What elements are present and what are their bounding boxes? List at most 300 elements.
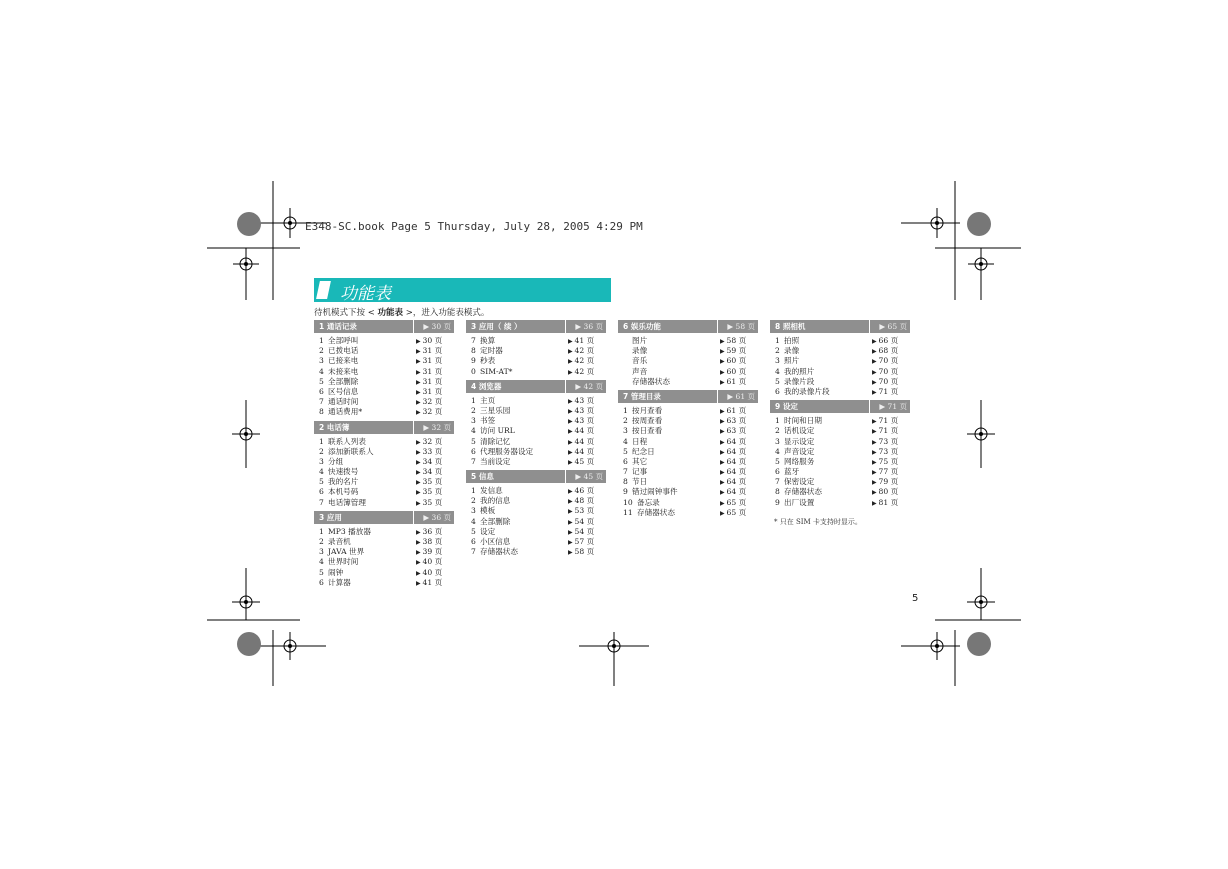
item-label: 蓝牙 (784, 467, 800, 477)
item-page: 44 页 (574, 436, 595, 446)
item-page: 58 页 (726, 336, 747, 345)
item-page-ref (720, 336, 758, 346)
triangle-icon: ▶ (720, 479, 727, 487)
triangle-icon: ▶ (720, 499, 727, 507)
item-number: 5 (319, 567, 324, 577)
item-page-ref (720, 457, 758, 467)
item-page: 71 页 (878, 426, 899, 436)
item-page-ref (872, 346, 910, 356)
item-page-ref (568, 396, 606, 406)
triangle-icon: ▶ (568, 348, 575, 356)
section-title: 9 设定 (775, 402, 798, 412)
item-page-ref (720, 377, 758, 387)
triangle-icon: ▶ (720, 509, 727, 517)
section-title: 8 照相机 (775, 322, 806, 331)
item-number: 6 (471, 537, 476, 546)
menu-item (314, 387, 454, 397)
item-page: 41 页 (574, 336, 595, 345)
item-page-ref (416, 527, 454, 537)
item-number: 4 (319, 366, 324, 376)
item-page-ref (568, 537, 606, 547)
item-page: 59 页 (726, 346, 747, 356)
item-page-ref (568, 447, 606, 457)
menu-item (770, 477, 910, 487)
menu-item (618, 477, 758, 487)
triangle-icon: ▶ (416, 348, 423, 356)
item-label: 秒表 (480, 356, 496, 366)
menu-item (314, 377, 454, 387)
section-page-ref: ▶ 30 页 (413, 320, 454, 333)
item-page-ref (872, 426, 910, 436)
section-header (618, 320, 758, 333)
triangle-icon: ▶ (416, 399, 423, 407)
item-number: 7 (623, 467, 628, 477)
item-number: 5 (471, 436, 476, 446)
triangle-icon: ▶ (568, 407, 575, 415)
menu-item (770, 467, 910, 477)
item-number: 4 (775, 366, 780, 376)
item-label: 保密设定 (784, 477, 815, 487)
triangle-icon: ▶ (568, 338, 575, 345)
menu-item (770, 447, 910, 457)
menu-item (770, 356, 910, 366)
item-label: 分组 (328, 456, 344, 466)
item-label: 图片 (632, 336, 648, 345)
item-label: 日程 (632, 436, 648, 446)
menu-item (466, 457, 606, 467)
item-number: 7 (471, 547, 476, 557)
item-label: 我的录像片段 (784, 386, 830, 396)
section-page-ref: ▶ 61 页 (717, 390, 758, 403)
menu-item (314, 477, 454, 487)
menu-item (618, 416, 758, 426)
item-page-ref (416, 336, 454, 346)
menu-column-2 (466, 320, 606, 560)
item-page-ref (872, 477, 910, 487)
item-page-ref (720, 437, 758, 447)
item-page-ref (568, 406, 606, 416)
item-page-ref (720, 406, 758, 416)
section-items (466, 333, 606, 377)
menu-item (466, 426, 606, 436)
item-page: 40 页 (422, 557, 443, 567)
item-label: 全部呼叫 (328, 336, 359, 345)
section-title: 6 娱乐功能 (623, 322, 661, 331)
item-page-ref (568, 437, 606, 447)
item-label: 我的名片 (328, 477, 359, 487)
triangle-icon: ▶ (720, 418, 727, 426)
section-page-ref: ▶ 45 页 (565, 470, 606, 483)
item-page-ref (568, 517, 606, 527)
item-page: 32 页 (422, 436, 443, 446)
item-number: 6 (775, 467, 780, 477)
menu-item (466, 336, 606, 346)
menu-item (466, 367, 606, 377)
menu-item (314, 356, 454, 366)
item-page-ref (568, 486, 606, 496)
menu-item (618, 377, 758, 387)
menu-section (466, 380, 606, 467)
item-page: 35 页 (422, 487, 443, 497)
menu-section (314, 511, 454, 588)
menu-item (618, 447, 758, 457)
item-label: 备忘录 (637, 497, 660, 507)
menu-item (314, 557, 454, 567)
item-number: 3 (775, 436, 780, 446)
menu-item (314, 467, 454, 477)
item-page-ref (416, 498, 454, 508)
item-label: 录音机 (328, 537, 351, 546)
menu-item (618, 508, 758, 518)
item-page-ref (720, 367, 758, 377)
item-page: 70 页 (878, 366, 899, 376)
section-page-ref: ▶ 32 页 (413, 421, 454, 434)
menu-item (618, 346, 758, 356)
section-items (770, 333, 910, 397)
item-page: 64 页 (726, 446, 747, 456)
item-page-ref (720, 447, 758, 457)
item-label: 节日 (632, 477, 648, 487)
menu-item (466, 496, 606, 506)
item-number: 7 (319, 397, 324, 407)
item-page: 34 页 (422, 467, 443, 477)
triangle-icon: ▶ (416, 358, 423, 366)
section-items (466, 483, 606, 557)
menu-item (618, 467, 758, 477)
section-title: 1 通话记录 (319, 322, 357, 331)
item-page: 71 页 (878, 386, 899, 396)
item-page: 60 页 (726, 356, 747, 366)
triangle-icon: ▶ (872, 448, 879, 456)
menu-item (314, 397, 454, 407)
triangle-icon: ▶ (416, 378, 423, 386)
section-items (618, 333, 758, 387)
item-page-ref (568, 426, 606, 436)
item-number: 8 (623, 477, 628, 487)
item-number (618, 367, 632, 377)
item-number: 8 (471, 346, 476, 356)
item-number: 3 (471, 416, 476, 426)
item-page: 36 页 (422, 526, 443, 536)
section-header (466, 380, 606, 393)
item-label: 存储器状态 (632, 376, 670, 386)
item-page: 34 页 (422, 456, 443, 466)
item-number: 0 (471, 366, 476, 376)
item-number: 6 (775, 386, 780, 396)
item-page: 64 页 (726, 477, 747, 487)
triangle-icon: ▶ (872, 489, 879, 497)
item-number: 11 (623, 507, 633, 517)
section-title: 3 应用（ 续 ） (471, 322, 522, 331)
item-page-ref (416, 467, 454, 477)
item-number: 9 (623, 487, 628, 497)
item-page: 40 页 (422, 567, 443, 577)
item-page: 32 页 (422, 397, 443, 407)
item-number: 7 (471, 336, 476, 345)
item-label: 世界时间 (328, 557, 359, 567)
item-number: 5 (319, 477, 324, 487)
item-label: 我的照片 (784, 366, 815, 376)
section-items (770, 413, 910, 508)
triangle-icon: ▶ (568, 488, 575, 496)
triangle-icon: ▶ (720, 378, 727, 386)
item-page: 38 页 (422, 537, 443, 546)
item-page: 73 页 (878, 446, 899, 456)
item-page: 61 页 (726, 405, 747, 415)
item-label: 当前设定 (480, 456, 511, 466)
item-page-ref (720, 426, 758, 436)
triangle-icon: ▶ (416, 579, 423, 587)
item-page: 39 页 (422, 547, 443, 557)
item-label: 通话时间 (328, 397, 359, 407)
triangle-icon: ▶ (872, 348, 879, 356)
section-title: 4 浏览器 (471, 381, 502, 391)
item-number: 1 (319, 436, 324, 446)
item-number: 10 (623, 497, 633, 507)
item-number: 2 (775, 346, 780, 356)
item-label: 存储器状态 (784, 487, 822, 497)
triangle-icon: ▶ (720, 458, 727, 466)
section-items (314, 524, 454, 588)
item-label: 时间和日期 (784, 416, 822, 426)
item-label: 访问 URL (480, 426, 515, 436)
item-page-ref (872, 377, 910, 387)
menu-item (466, 406, 606, 416)
item-number: 3 (319, 547, 324, 557)
item-number: 5 (775, 456, 780, 466)
item-label: 录像片段 (784, 376, 815, 386)
triangle-icon: ▶ (568, 448, 575, 456)
menu-section (770, 320, 910, 397)
item-page: 73 页 (878, 436, 899, 446)
item-page-ref (416, 377, 454, 387)
item-label: 未接来电 (328, 366, 359, 376)
item-page-ref (872, 457, 910, 467)
item-number: 8 (319, 407, 324, 417)
intro-after: >，进入功能表模式。 (403, 308, 490, 318)
menu-item (770, 426, 910, 436)
menu-item (770, 336, 910, 346)
item-page-ref (416, 447, 454, 457)
triangle-icon: ▶ (416, 549, 423, 557)
item-label: 联系人列表 (328, 436, 366, 446)
item-page-ref (568, 346, 606, 356)
item-number: 4 (471, 426, 476, 436)
item-number (618, 336, 632, 346)
menu-item (770, 487, 910, 497)
item-page: 44 页 (574, 426, 595, 436)
item-label: 定时器 (480, 346, 503, 356)
menu-item (314, 578, 454, 588)
menu-item (770, 437, 910, 447)
item-page: 77 页 (878, 467, 899, 477)
item-page: 31 页 (422, 386, 443, 396)
triangle-icon: ▶ (720, 428, 727, 436)
item-page-ref (416, 346, 454, 356)
triangle-icon: ▶ (568, 518, 575, 526)
menu-item (314, 498, 454, 508)
menu-column-1 (314, 320, 454, 591)
triangle-icon: ▶ (720, 489, 727, 497)
item-page: 54 页 (574, 516, 595, 526)
triangle-icon: ▶ (416, 489, 423, 497)
menu-section (618, 390, 758, 518)
menu-item (618, 356, 758, 366)
triangle-icon: ▶ (872, 388, 879, 396)
menu-section (618, 320, 758, 387)
item-page-ref (720, 416, 758, 426)
triangle-icon: ▶ (720, 368, 727, 376)
item-label: 显示设定 (784, 436, 815, 446)
item-page: 64 页 (726, 436, 747, 446)
item-label: 全部删除 (480, 516, 511, 526)
triangle-icon: ▶ (872, 418, 879, 426)
item-label: 小区信息 (480, 537, 511, 546)
triangle-icon: ▶ (416, 499, 423, 507)
item-label: 本机号码 (328, 487, 359, 497)
item-page-ref (720, 508, 758, 518)
menu-item (618, 367, 758, 377)
item-page-ref (416, 477, 454, 487)
item-label: 模板 (480, 506, 496, 516)
item-label: 记事 (632, 467, 648, 477)
item-label: 网络服务 (784, 456, 815, 466)
item-number: 4 (471, 516, 476, 526)
menu-item (466, 416, 606, 426)
item-label: 代理服务器设定 (480, 446, 534, 456)
menu-item (314, 437, 454, 447)
item-page: 54 页 (574, 526, 595, 536)
item-page: 70 页 (878, 376, 899, 386)
page-number: 5 (912, 593, 919, 604)
menu-item (466, 356, 606, 366)
menu-column-3 (618, 320, 758, 521)
triangle-icon: ▶ (568, 428, 575, 436)
section-header (314, 320, 454, 333)
item-page: 64 页 (726, 487, 747, 497)
item-number: 9 (471, 356, 476, 366)
menu-section (466, 470, 606, 557)
item-label: 三星乐园 (480, 405, 511, 415)
item-page-ref (720, 346, 758, 356)
item-page: 63 页 (726, 426, 747, 436)
item-page-ref (568, 416, 606, 426)
menu-item (466, 396, 606, 406)
triangle-icon: ▶ (872, 479, 879, 487)
menu-item (466, 506, 606, 516)
menu-section (314, 320, 454, 418)
triangle-icon: ▶ (568, 358, 575, 366)
triangle-icon: ▶ (720, 469, 727, 477)
item-page: 35 页 (422, 477, 443, 487)
item-label: 已接来电 (328, 356, 359, 366)
item-label: 按日查看 (632, 426, 663, 436)
item-label: 按周查看 (632, 416, 663, 426)
item-page: 42 页 (574, 356, 595, 366)
item-page: 32 页 (422, 407, 443, 417)
intro-before: 待机模式下按 < (314, 308, 378, 318)
item-page: 48 页 (574, 496, 595, 506)
triangle-icon: ▶ (720, 348, 727, 356)
item-number: 6 (623, 456, 628, 466)
item-number: 2 (319, 537, 324, 546)
menu-item (770, 346, 910, 356)
item-page-ref (568, 496, 606, 506)
item-label: 区号信息 (328, 386, 359, 396)
item-page-ref (416, 387, 454, 397)
item-number: 3 (319, 456, 324, 466)
item-page: 65 页 (726, 497, 747, 507)
section-title: 5 信息 (471, 472, 494, 482)
triangle-icon: ▶ (872, 358, 879, 366)
item-number: 4 (319, 557, 324, 567)
menu-section (466, 320, 606, 377)
item-number: 2 (775, 426, 780, 436)
section-header (314, 511, 454, 524)
triangle-icon: ▶ (568, 458, 575, 466)
item-page-ref (416, 457, 454, 467)
menu-section (314, 421, 454, 508)
item-number: 3 (623, 426, 628, 436)
item-label: 拍照 (784, 336, 800, 345)
item-page: 79 页 (878, 477, 899, 487)
item-page-ref (872, 356, 910, 366)
section-header (314, 421, 454, 434)
menu-item (770, 367, 910, 377)
item-number: 1 (319, 526, 324, 536)
triangle-icon: ▶ (416, 448, 423, 456)
triangle-icon: ▶ (720, 448, 727, 456)
triangle-icon: ▶ (568, 508, 575, 516)
triangle-icon: ▶ (872, 438, 879, 446)
item-label: 声音 (632, 366, 648, 376)
triangle-icon: ▶ (568, 397, 575, 405)
menu-item (770, 498, 910, 508)
item-page: 60 页 (726, 366, 747, 376)
triangle-icon: ▶ (416, 368, 423, 376)
item-label: 电话簿管理 (328, 497, 366, 507)
item-page-ref (568, 506, 606, 516)
section-title: 7 管理目录 (623, 391, 661, 401)
menu-item (314, 547, 454, 557)
triangle-icon: ▶ (416, 559, 423, 567)
item-label: 录像 (632, 346, 648, 356)
section-title: 3 应用 (319, 512, 342, 522)
menu-item (466, 517, 606, 527)
item-number: 9 (775, 497, 780, 507)
menu-item (618, 498, 758, 508)
triangle-icon: ▶ (568, 539, 575, 546)
item-label: 发信息 (480, 486, 503, 496)
triangle-icon: ▶ (416, 388, 423, 396)
item-label: 全部删除 (328, 376, 359, 386)
item-page-ref (872, 467, 910, 477)
item-label: 快速拨号 (328, 467, 359, 477)
item-page-ref (872, 387, 910, 397)
item-page-ref (416, 367, 454, 377)
menu-item (466, 527, 606, 537)
triangle-icon: ▶ (416, 539, 423, 546)
item-page: 75 页 (878, 456, 899, 466)
item-page-ref (872, 437, 910, 447)
item-page: 45 页 (574, 456, 595, 466)
item-label: 存储器状态 (480, 547, 518, 557)
menu-item (314, 457, 454, 467)
triangle-icon: ▶ (568, 368, 575, 376)
item-number: 2 (471, 496, 476, 506)
section-items (314, 434, 454, 508)
menu-item (466, 447, 606, 457)
